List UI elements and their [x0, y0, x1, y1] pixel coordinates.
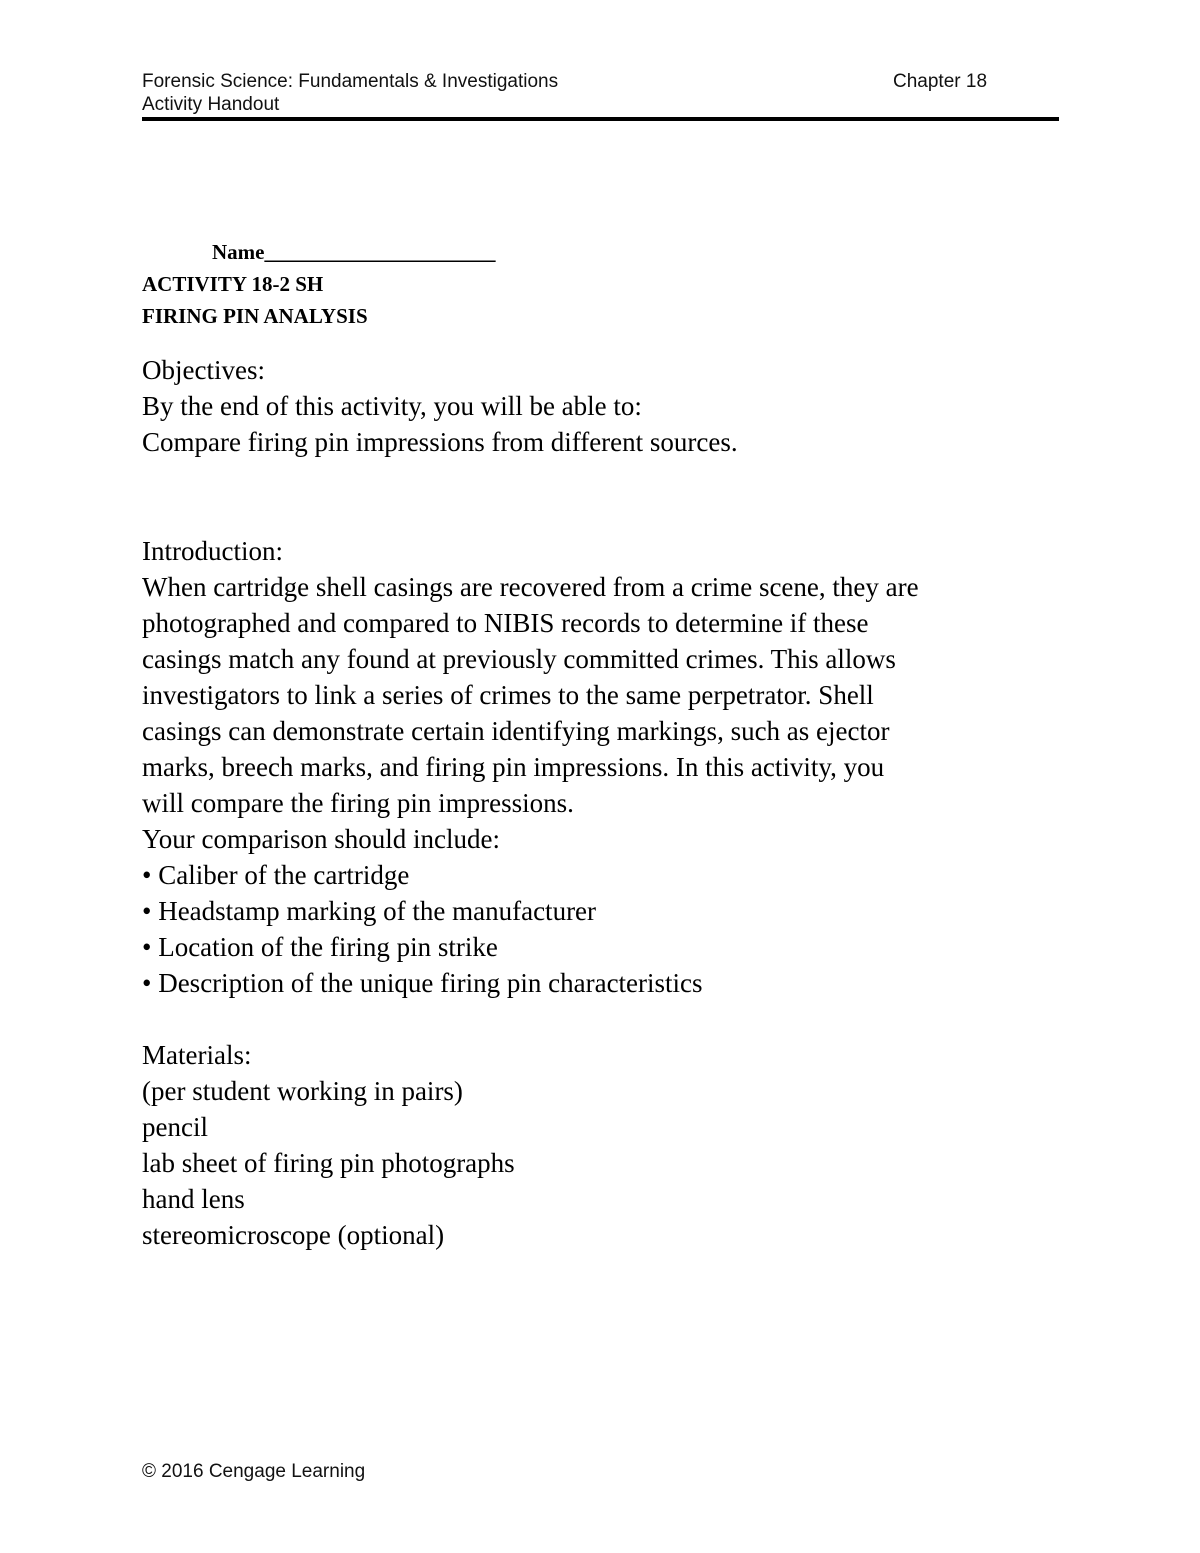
material-item: pencil: [142, 1112, 208, 1142]
introduction-line: investigators to link a series of crimes to the same perpetrator. Shell: [142, 680, 874, 710]
name-field: [142, 236, 1059, 268]
material-item: stereomicroscope (optional): [142, 1220, 445, 1250]
copyright-footer: © 2016 Cengage Learning: [142, 1461, 366, 1482]
activity-title: FIRING PIN ANALYSIS: [142, 304, 368, 328]
handout-body: [142, 236, 1059, 1253]
chapter-label: Chapter 18: [893, 71, 988, 92]
spacer: [142, 1001, 1059, 1037]
objective-item: Compare firing pin impressions from different sources.: [142, 427, 738, 457]
book-title: Forensic Science: Fundamentals & Investigations: [142, 71, 559, 92]
comparison-bullet: • Location of the firing pin strike: [142, 932, 498, 962]
introduction-line: photographed and compared to NIBIS records to determine if these: [142, 608, 869, 638]
comparison-bullet: • Headstamp marking of the manufacturer: [142, 896, 597, 926]
spacer: [142, 332, 1059, 352]
objectives-heading: Objectives:: [142, 355, 265, 385]
introduction-line: casings can demonstrate certain identifying markings, such as ejector: [142, 716, 890, 746]
material-item: lab sheet of firing pin photographs: [142, 1148, 515, 1178]
spacer: [142, 460, 1059, 533]
name-label: Name: [212, 240, 265, 264]
material-item: hand lens: [142, 1184, 245, 1214]
introduction-line: When cartridge shell casings are recovered from a crime scene, they are: [142, 572, 919, 602]
comparison-bullet: • Description of the unique firing pin characteristics: [142, 968, 703, 998]
handout-subtitle: Activity Handout: [142, 94, 280, 115]
header-divider: [142, 117, 1059, 121]
comparison-bullet: • Caliber of the cartridge: [142, 860, 410, 890]
comparison-lead: Your comparison should include:: [142, 824, 500, 854]
introduction-line: will compare the firing pin impressions.: [142, 788, 574, 818]
page-header: [142, 70, 1059, 116]
activity-number: ACTIVITY 18-2 SH: [142, 272, 324, 296]
introduction-line: marks, breech marks, and firing pin impressions. In this activity, you: [142, 752, 885, 782]
objectives-lead: By the end of this activity, you will be able to:: [142, 391, 642, 421]
materials-heading: Materials:: [142, 1040, 252, 1070]
introduction-heading: Introduction:: [142, 536, 283, 566]
introduction-line: casings match any found at previously committed crimes. This allows: [142, 644, 896, 674]
name-blank: ______________________: [264, 240, 496, 264]
header-top-row: [142, 70, 1059, 93]
material-item: (per student working in pairs): [142, 1076, 463, 1106]
